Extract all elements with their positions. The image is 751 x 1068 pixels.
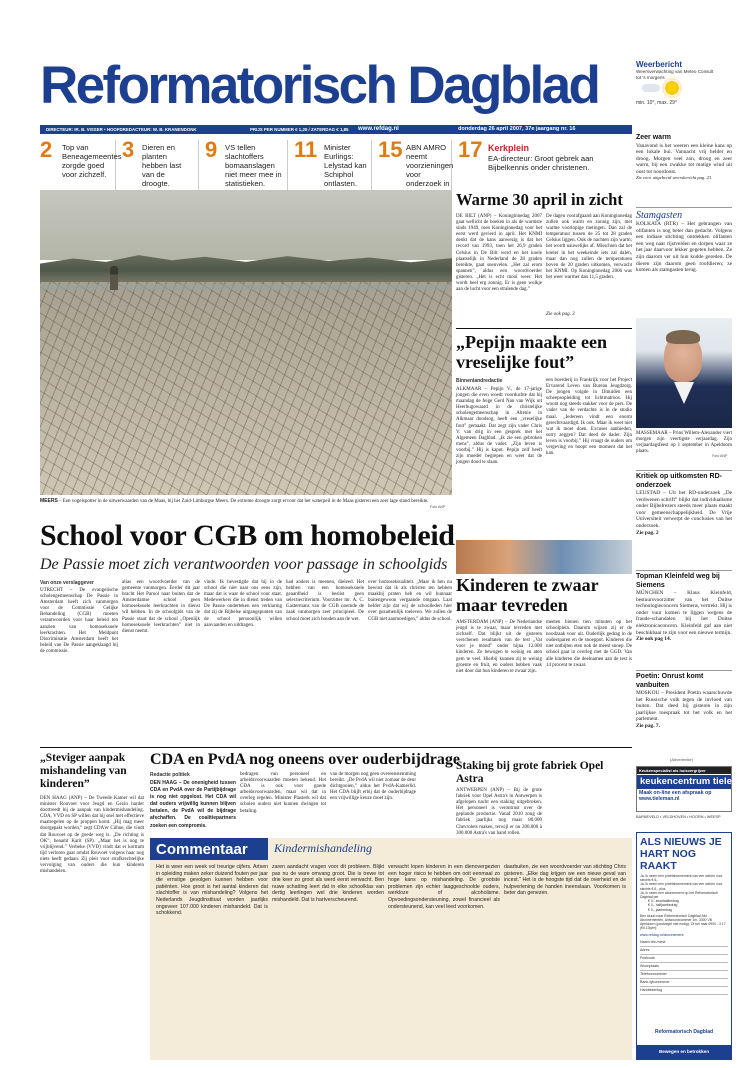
cda-col1: [150, 780, 236, 832]
cgb-col2: [122, 580, 200, 742]
teaser-text: EA-directeur: Groot gebrek aan Bijbelkennis onder christenen.: [488, 154, 594, 172]
advert-tag: (Advertentie): [670, 757, 693, 762]
commentaar-title: Kindermishandeling: [274, 841, 372, 855]
ad-nieuws-form: [637, 939, 731, 995]
commentaar-col3: [388, 864, 500, 1054]
cda-col2: [240, 772, 326, 832]
form-field[interactable]: Bank-/gironummer: [640, 979, 728, 987]
ad-nieuws-rate-3[interactable]: € 0,- jaarbedrag: [648, 907, 672, 912]
pepijn-col1: [456, 387, 542, 539]
teaser-text: Top van Beneagemeentes zorgde goed voor zichzelf.: [62, 143, 122, 179]
form-field[interactable]: Telefoonnummer: [640, 971, 728, 979]
ad-nieuws-tagline: Bewegen en betrokken: [637, 1045, 731, 1059]
commentaar-label: Commentaar: [156, 841, 248, 858]
weather-box-temps: min. 10°, max. 29°: [636, 100, 677, 106]
pepijn-col2-text: een boerderij in Frankrijk voor het Project Ervarend Leven van Bureau Jeugdzorg. De jongen volgde in IJmuiden een scheepsopleiding tot lichtmatroos. Hij woont nog steeds stakker voor de pers. De vader van de verdachte is in de studio maal. „Iedereen vindt een enorm gerechtvaardigd. Ik ook. Maar ik weet niet wat ik moet doen. Excuses aanbieden, sorry zeggen? Dat deed de dader. Zijn leven is voorbij.” Hij vraagt de ouders om vergeving en hoopt een moment dat het kan.: [546, 378, 632, 457]
ad-nieuws-headline: ALS NIEUWS JE HART NOG RAAKT: [640, 836, 722, 872]
teaser-text: ABN AMRO neemt voorzieningen voor onderzoek in: [406, 143, 454, 188]
zeer-warm-title: Zeer warm: [636, 134, 672, 141]
teaser-page-number: 3: [122, 137, 135, 162]
photo-caption: [40, 498, 452, 505]
poetin-more: Zie pag. 7.: [636, 722, 660, 729]
photo-walker: [110, 266, 118, 290]
teaser-page-number: 17: [458, 137, 483, 162]
topman-title: Topman Kleinfeld weg bij Siemens: [636, 570, 732, 590]
lower-rule: [40, 747, 632, 748]
feed-text: [40, 796, 144, 1058]
cda-lead: DEN HAAG – De onenigheid tussen CDA en PvdA over de Partijbijdrage is nog niet opgelost. Het CDA wil dat ouders vrijwillig kunnen blijven betalen, de PvdA wil de bijdrage afschaffen. De coalitiepartners zoeken een compromis.: [150, 780, 236, 829]
pepijn-col1-text: ALKMAAR – Pepijn V., de 17-jarige jongen die even woedt voorduchte dat hij maandag de feige Gerd Nan van Wijk uit Heerhugowaard in de christelijke scholengemeenschap in Altenie in Alkmaar doodsog, heeft een „vreselijke fout” gemaakt. Dat zegt zijn vader Chris V. van drig in een gesprek met het Algemeen Dagblad. „Ik zie een gebroken mens”, aldus de vader. „Zijn leven is voorbij.” Hij is kapot. Pepijn zelf heeft zijn moeder begrepen en weet dat de jongen dood te slaan.: [456, 387, 542, 466]
warm-more: Zie ook pag. 3: [546, 312, 575, 317]
commentaar-col2-text: zaren aandacht vragen voor dit probleem. Blijkt pas nu de ware omvang groot. Die is trewe tot drie keer zo groot als werd eerst verwacht. Ben nuwe schatting leert dat in elke schoolklas van dertig leerlingen wel drie kinderen worden mishandeld. Dat is hartverscheurend.: [272, 864, 384, 903]
form-field[interactable]: Postcode: [640, 955, 728, 963]
photo-dry-riverbed: [40, 282, 452, 495]
ad-nieuws-rate-2[interactable]: € 0,- halfjaarbedrag: [648, 903, 678, 908]
sun-icon: [664, 80, 680, 96]
feed-text-body: DEN HAAG (ANP) – De Tweede Kamer wil dat minister Rouvoet voor Jeugd en Gezin harder doortreedt bij de aanpak van kindermishandeling. CDA, VVD en SP willen dat hij snel met effectieve maatregelen op de proppen komt. „Hij mag meer doorgepakt worden,” zegt CDA'er Cöhne, die vindt dat Rouvoet op de goede weg is. „De richting is OK”, beaamt Karit (SP). „Maar het is nog te vrijblijvend.” Verbeke (VVD) vindt dat er korttum tijd verloren gaat omdat Rouvoet volgens haar nog niets heeft gedaan. Zij pleit voor strafkrechtelijke vervolging van ouders die kun kinderen mishandelen.: [40, 796, 144, 875]
stamgasten-title: Stamgasten: [636, 207, 732, 221]
sidebar-zeer-warm: [636, 134, 732, 182]
pepijn-rule: [456, 328, 632, 329]
cgb-subheadline: De Passie moet zich verantwoorden voor passage in schoolgids: [40, 556, 448, 573]
cgb-col3-text: vinde. Ik bevestigde dat hij in de school die niet naar ons eens zijn, maar dat is waar de school voor staat. Medewerkers die in dienst treden van De Passie onderteken een verklaring dat zij de Bijbelse uitgangspunten van de school persoonlijk willen aanvaarden en uitdragen.: [204, 580, 282, 628]
masthead-site-link[interactable]: www.refdag.nl: [358, 126, 399, 132]
kinderen-col2: [546, 620, 632, 742]
cgb-col3: [204, 580, 282, 742]
pepijn-byline: Binnenlandredactie: [456, 378, 503, 384]
poetin-text: MOSKOU – President Poetin waarschuwde het Russische volk tegen de invloed van buiten. Dat deed hij gisteren in zijn jaarlijkse toespraak tot het volk en het parlement.: [636, 690, 732, 723]
cda-col3-text: van de morgen nog geen overeenstemming bereikt. „De PvdA wil niet zomaar de deur dichtgooien,” aldus het PvdA-Kamerlid. Het CDA blijft erbij dat de ouderbijdrage een vrijwillige keuze moet zijn.: [330, 772, 416, 802]
commentaar-col2: [272, 864, 384, 1054]
kinderen-col1-text: AMSTERDAM (ANP) – De Nederlandse jeugd is te zwaar, maar tevreden met zichzelf. Dat blijkt uit de gisteren verschenen resultaten van de test „Vat voor je mond” onder bijna 12.000 kinderen. Ze bewogen te weinig en aten gem te veel. Hierbij kunnen zij te weinig groente en fruit, en ouders hebben vaak niet door dat hun kinderen te zwaar zijn.: [456, 620, 542, 674]
form-field[interactable]: Woonplaats: [640, 963, 728, 971]
kinderen-headline: Kinderen te zwaar maar tevreden: [456, 575, 599, 615]
commentaar-col4: [504, 864, 626, 1054]
commentaar-col1: [156, 864, 268, 1054]
cgb-col4: [286, 580, 364, 742]
kinderen-col1: [456, 620, 542, 742]
commentaar-col3-text: verwacht lopen kinderen in een dienovergezien een hoger risico te hebben om ooit eenmaal zo hoge kans op mishandeling. De grootste problemen zijn echter laaggeschoolde ouders, werkloze of alcoholisme. Opvoedingsondersteuning, zowel financieel als ondersteunend, kan veel leed voorkomen.: [388, 864, 500, 910]
cda-headline: CDA en PvdA nog oneens over ouderbijdrage: [150, 751, 460, 768]
cgb-byline: Van onze verslaggever: [40, 580, 94, 586]
sidebar-topman: [636, 570, 732, 643]
teaser-band: [40, 137, 632, 190]
cda-col2-text: bedragen van personeel en arbeidsvoorwaarden moeten bekend. Het CDA is ook voor goede arbeidsvoorwaarden, maar wil dat in overleg regelen. Minister Plasterk wil dat scholen ouders niet kunnen dwingen tot betaling.: [240, 772, 326, 814]
form-field[interactable]: Handtekening: [640, 987, 728, 995]
pepijn-col2: [546, 378, 632, 539]
ad-nieuws-option-3[interactable]: Ja, ik neem een abonnement op het Reformatorisch Dagblad per: [640, 890, 719, 900]
teaser-page-number: 9: [205, 137, 218, 162]
stamgasten-text: KOLKATA (RTR) – Het gebrangen van olifanten is nog beter dan gedacht. Volgens een indiase stichting ontdekken olifanten een weg naar rijstvelden en dorpen waar ze het jaar daarvoor lekker gegeten hebben. Ze zijn daarom ver uit hun kudde gereden. De dieren zijn daarom geen roofdieren; ze komen als stamgasten terug.: [636, 221, 732, 274]
opel-headline: Staking bij grote fabriek Opel Astra: [456, 760, 604, 785]
weather-box-line2: tot 's morgens: [636, 74, 665, 80]
teaser-page-number: 2: [40, 137, 53, 162]
photo-credit: Foto ANP: [430, 505, 446, 509]
warm-col1-text: DE BILT (ANP) – Koninginnedag 2007 gaat wellicht de boeken in als de warmste sinds 1949, toen Koninginnedag voor het eerst werd gevierd in april. Het KNMI denkt dat de kans aanwezig is dat het record van 1993, toen het 26,9 graden Celsius in De Bilt werd en het koele plaatselijk in Nederland de 28 graden bereikte, gaat sneuvelen. „Het zal erom spannen”, aldus een woordvoerder gisteren. „Het is echt mooi weer. Het wordt heel erg zonnig. Er is geen wolkje aan de lucht voor een stralende dag.”: [456, 214, 542, 293]
ad-keuken-small: Keukenspecialist als huisvergrijzer: [637, 767, 731, 774]
teaser-3[interactable]: [199, 137, 288, 190]
ad-keuken-brand: keukencentrum tieleman: [637, 775, 731, 789]
teaser-2[interactable]: [116, 137, 199, 190]
king-collar: [674, 382, 694, 404]
topman-text: MÜNCHEN – Klaus Kleinfeld, bestuursvoorzitter van het Duitse technologieconcern Siemens, vertrekt. Hij is onder vuur komen te liggen wegens de fraude-schandalen bij het Duitse elektronicaconcern. Kleinfeld gaf aan niet beschikbaar te zijn voor een nieuwe termijn.: [636, 590, 732, 636]
photo-water-strip: [40, 284, 452, 290]
kinderen-col2-text: meeten binnen tien minuten op het schoolplein. Daarom wijzen zij er de noodzaak voor uit. Ouderlijk gedrag in de oudersparen en de snoeppot. Kinderen die niet ontbijten eten ook de meest snoep. De school gaat in overleg met de GGD. Van alle kinderen die deelnamen aan de test is 14 procent te zwaar.: [546, 620, 632, 668]
form-field[interactable]: Adres: [640, 947, 728, 955]
cgb-headline: School voor CGB om homobeleid: [40, 519, 455, 552]
kritiek-text: LEUSTAD – Uit het RD-onderzoek „De verdwenen schrift” blijkt dat individualisme onder Bijbelrezers steeds meer plaats maakt voor gemeenschappelijkheid. De Vrije Universiteit verwerpt de conclusies van het onderzoek.: [636, 490, 732, 529]
warm-col2: [546, 214, 632, 310]
main-photo: [40, 190, 452, 495]
cgb-col2-text: alias een woordvoerder van de gemeente vanmorgen. Eerder dit jaar bracht Het Parool naar buiten dat de Amsterdamse school geen homoseksuele leerkrachten in dienst wil hebben. In de schoolgids van de Passie staat dat de school „Openlijk homoseksuele leerkrachten” niet in dienst neemt.: [122, 580, 200, 634]
sidebar-kritiek: [636, 470, 732, 536]
zeer-warm-more: Zie voor uitgebreid weersbericht pag. 23.: [636, 175, 713, 181]
cloud-icon: [642, 84, 660, 92]
cgb-col5: [368, 580, 452, 742]
cda-byline: Redactie politiek: [150, 772, 190, 778]
teaser-section-label: Kerkplein: [488, 143, 530, 153]
ad-nieuws-rate-1[interactable]: € 0,- kwartaalbedrag: [648, 899, 679, 904]
ad-nieuws[interactable]: [636, 832, 732, 1060]
photo-caption-label: MEERS: [40, 498, 58, 504]
masthead-date: donderdag 26 april 2007, 37e jaargang nr. 16: [458, 126, 576, 132]
feed-headline: „Steviger aanpak mishandeling van kinderen”: [40, 752, 127, 790]
ad-nieuws-options: [637, 874, 731, 912]
masthead-title: Reformatorisch Dagblad: [40, 56, 599, 115]
photo-sky: [40, 190, 452, 260]
commentaar-col1-text: Het is weer een week vol treurige cijfers. Artsen in opleiding maken zeker duizend fouten per jaar die ernstige gevolgen kunnen hebben voor patiënten. Hoe groot is het aantal kinderen dat slachtoffer is van mishandeling? Volgens het Nederlands Jeugdinstituut worden jaarlijks ongeveer 107.000 kinderen mishandeld. Dat is schokkend.: [156, 864, 268, 917]
sidebar-poetin: [636, 670, 732, 730]
cgb-col1-text: UTRECHT – De evangelische scholengemeenschap De Passie in Amsterdam heeft zich vanmorgen voor de Commissie Gelijke Behandeling (CGB) moeten verantwoorden voor haar beleid ten aanzien van homoseksuele leerkrachten. Het Meldpunt Discriminatie Amsterdam heeft het beleid van De Passie aangeklaagd bij de commissie.: [40, 588, 118, 654]
pepijn-headline: „Pepijn maakte een vreselijke fout”: [456, 332, 607, 372]
weather-box: [636, 60, 732, 112]
teaser-text: Minister Eurlings: Lelystad kan Schiphol ontlasten.: [324, 143, 367, 188]
commentaar-col4-text: daarbuiten, zie een woordvoerder van stichting Chris gisteren. „Elke dag krijgen we een nieuw geval van incest.” Het is de hoogste tijd dat de overheid en de hulpverlening de handen ineenslaan. Voorkomen is beter dan genezen.: [504, 864, 626, 897]
ad-nieuws-option-1[interactable]: Ja, ik neem een proefabonnement van vier weken voor slechts € 6,-: [640, 874, 723, 883]
king-credit: Foto ANP: [712, 454, 728, 458]
king-caption: MASSEMAAR – Prins Willem-Alexander viert morgen zijn veertigste verjaardag. Zijn verjaardagsfeest op 1 september in Apeldoorn plaats.: [636, 431, 732, 454]
masthead-info-mid: PRIJS PER NUMMER € 1,25 / ZATERDAG € 1,85: [250, 127, 349, 132]
photo-caption-text: – Een vogelspotter in de uitwerwaarden van de Maas, bij het Zuid-Limburgse Meers. De extreme droogte zorgt ervoor dat het waterpeil in de Maas gisteren een zeer lage stand bereikte.: [59, 499, 429, 504]
sidebar-stamgasten: [636, 207, 732, 274]
warm-headline: Warme 30 april in zicht: [456, 190, 623, 209]
ad-nieuws-option-2[interactable]: Ja, ik neem een proefabonnement van vier weken voor slechts € 6,- plus: [640, 882, 723, 891]
opel-text-body: ANTWERPEN (ANP) – Bij de grote fabriek voor Opel Astra's in Antwerpen is afgelopen nacht een staking uitgebroken. Het personeel is verontrust over de geplande productie. Vanaf 2010 zoug de fabriek jaarlijks nog maar 80.000 Chevrolets maken, terwijl er nu 200.000 à 300.000 Astra's van band rollen.: [456, 788, 542, 836]
ad-nieuws-side: Ben stuurt naar Reformatorisch Dagblad Afd. Abonnementen, Antwoordnummer 1m, 3300 VB Apeldoorn (postzegel niet nodig). Of bel naar 0900 - 3 17 (€0,10p/m): [640, 913, 726, 931]
teaser-page-number: 15: [378, 137, 403, 162]
teaser-6[interactable]: [452, 137, 632, 190]
ad-nieuws-site[interactable]: www.refdag.nl/abonnement: [640, 932, 684, 937]
cgb-col1: [40, 588, 118, 742]
warm-col2-text: De dagen voorafgaand aan Koninginnedag zullen ook warm en zonnig zijn, met warme voorlopige metingen. Dan zal de temperatuur tussen de 25 tot 28 graden Celsius liggen. Ook de nachten zijn warm; het wordt nauwelijks af. Misschien dat het koeler in het weekeinde iets zal daIen, maar dan nog zullen de temperaturen boven de 20 graden uitkomen, verwacht het KNMI. Op Koninginnedag 2006 was het weer warmer dan 11,5 graden.: [546, 214, 632, 280]
topman-more: Zie ook pag 14.: [636, 636, 672, 643]
form-field[interactable]: Naam dhr./mevr.: [640, 939, 728, 947]
cda-col3: [330, 772, 416, 832]
zeer-warm-text: Vanavond is het weeren een kleine kans op een lokale bui. Vannacht vrij helder en droog. Morgen veel zon, droog en zeer warm, bij een zwakke tot matige wind uit oost tot noordoost.: [636, 142, 732, 175]
teaser-text: Dieren en planten hebben last van de droogte.: [142, 143, 182, 188]
teaser-text: VS tellen slachtoffers bomaanslagen niet meer mee in statistieken.: [225, 143, 282, 188]
ad-nieuws-logo: Reformatorisch Dagblad: [655, 1029, 714, 1035]
weather-box-title: Weerbericht: [636, 60, 683, 69]
cgb-col5-text: over homoseksualiteit. „Maar ik ben nu bewust dat ik als christen ten hebben maakbij praten heb en wil hunnaar buitengewoon vergaande omgaan. Laat helder zijn dat wij de schoolleden hier over gezamenlijk toeleven. We zullen de CGB niet aanmoedigen,” aldus de school.: [368, 580, 452, 622]
kinderen-photo: [456, 540, 632, 574]
kritiek-title: Kritiek op uitkomsten RD-onderzoek: [636, 470, 732, 490]
warm-col1: [456, 214, 542, 322]
opel-text: [456, 788, 542, 834]
ad-keuken-cta: Maak on-line een afspraak op www.tieleman.nl: [639, 790, 712, 802]
kritiek-more: Zie pag. 2: [636, 529, 659, 536]
masthead-info-left: DIRECTEUR: IR. B. VISSER • HOOFDREDACTEUR: W. B. KRANENDONK: [46, 127, 197, 132]
teaser-page-number: 11: [294, 137, 318, 162]
teaser-1[interactable]: [40, 137, 122, 190]
ad-keuken-towns: BARNEVELD • VELDHOVEN • HOORN • WEESP: [636, 815, 721, 819]
king-hair: [666, 330, 700, 344]
cgb-col4-text: had anders is meenen, dieleed. Het hebben van een homoseksuele geaardheid is beslist geen selectiecriterium. Voorzitter mr. A. C. Gastermans van de CGB noemde de zaak vanmorgen zeer principieel. De school moet zich houden aan de wet.: [286, 580, 364, 622]
ad-keuken[interactable]: [636, 766, 751, 812]
poetin-title: Poetin: Onrust komt vanbuiten: [636, 670, 732, 690]
weather-box-line1: Weersverwachting van Meteo Consult: [636, 69, 714, 74]
king-photo: [636, 318, 732, 428]
teaser-4[interactable]: [288, 137, 372, 190]
teaser-5[interactable]: [372, 137, 454, 190]
